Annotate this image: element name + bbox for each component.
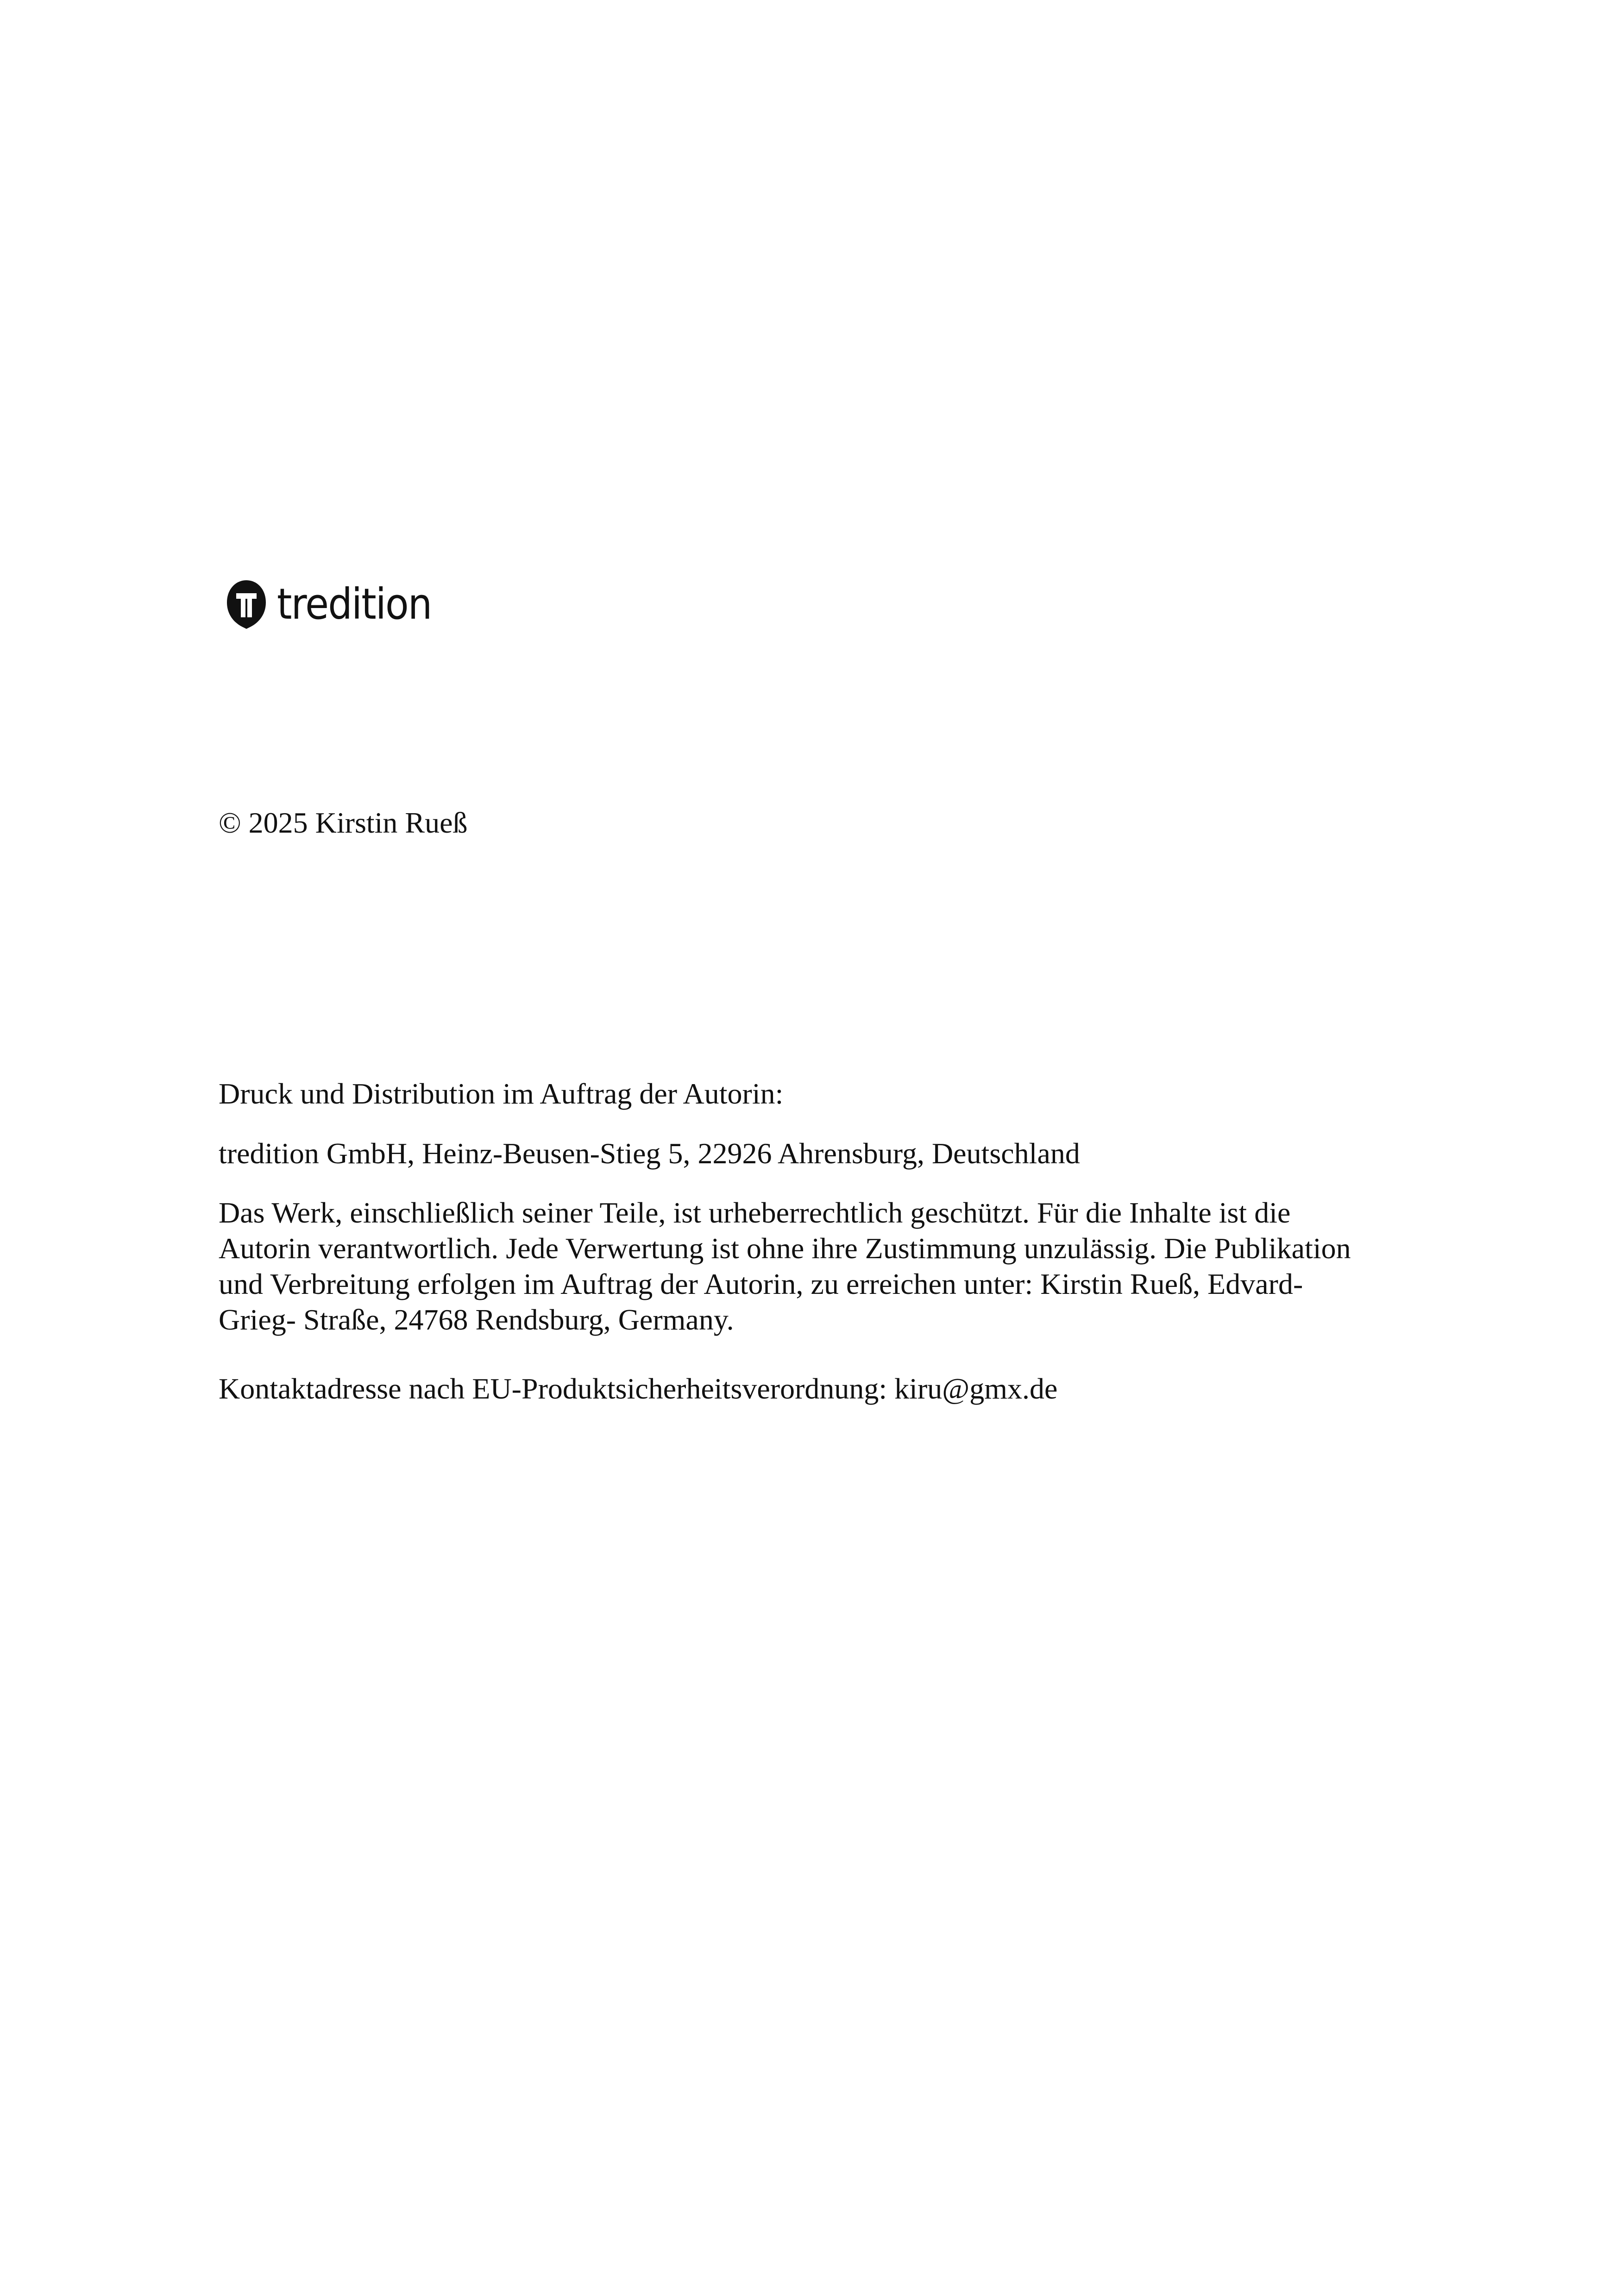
logo-wordmark: tredition	[277, 579, 432, 629]
paragraph-line: und Verbreitung erfolgen im Auftrag der Autorin, zu erreichen unter: Kirstin Rueß, Edvard-	[219, 1267, 1303, 1300]
distribution-heading: Druck und Distribution im Auftrag der Autorin:	[219, 1077, 784, 1110]
publisher-address: tredition GmbH, Heinz-Beusen-Stieg 5, 22926 Ahrensburg, Deutschland	[219, 1137, 1080, 1170]
rights-paragraph	[219, 1195, 1404, 1337]
paragraph-line: Das Werk, einschließlich seiner Teile, ist urheberrechtlich geschützt. Für die Inhalte ist die	[219, 1196, 1291, 1229]
copyright-line: © 2025 Kirstin Rueß	[219, 806, 468, 839]
tredition-logo-icon	[226, 579, 267, 629]
paragraph-line: Grieg- Straße, 24768 Rendsburg, Germany.	[219, 1303, 734, 1336]
publisher-logo	[226, 577, 449, 632]
contact-line: Kontaktadresse nach EU-Produktsicherheitsverordnung: kiru@gmx.de	[219, 1372, 1058, 1405]
paragraph-line: Autorin verantwortlich. Jede Verwertung ist ohne ihre Zustimmung unzulässig. Die Publikation	[219, 1232, 1351, 1265]
